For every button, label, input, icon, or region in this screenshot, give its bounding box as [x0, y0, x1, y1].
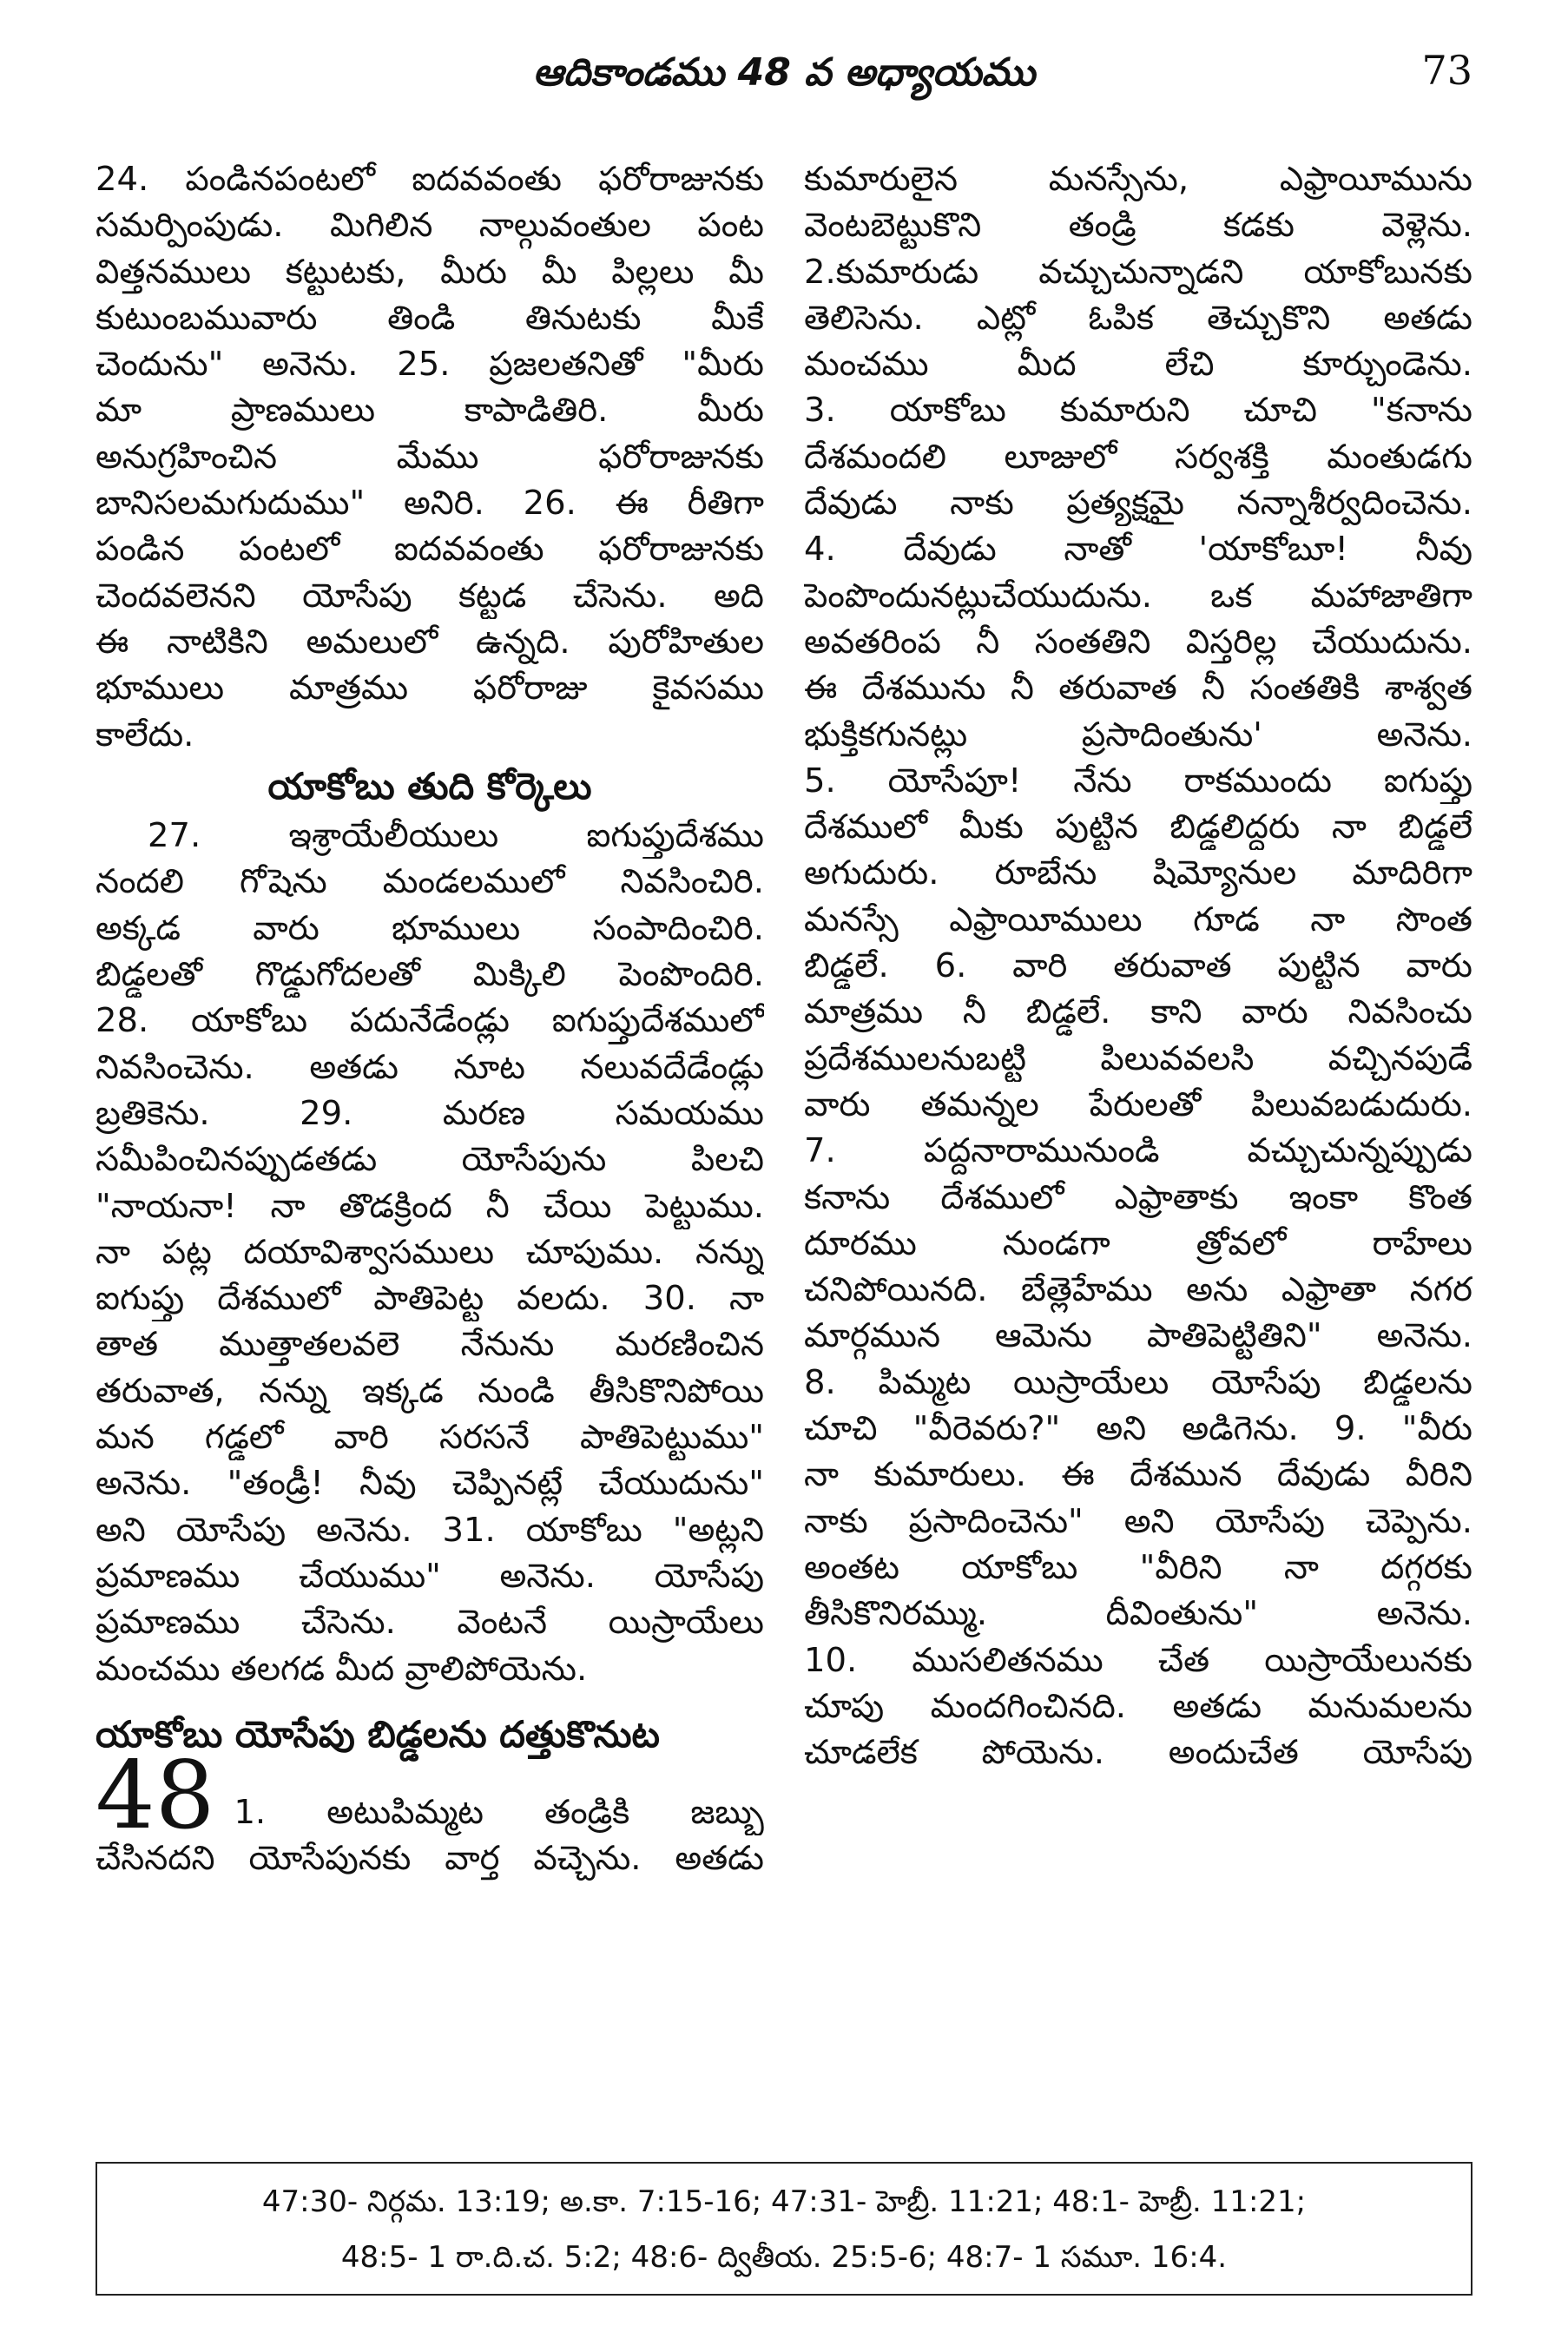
text-line: ఐగుప్తు దేశములో పాతిపెట్ట వలదు. 30. నా: [96, 1279, 764, 1319]
page-header: [96, 35, 1472, 113]
text-line: దేశమందలి లూజులో సర్వశక్తి మంతుడగు: [804, 437, 1472, 477]
text-line: చెందును" అనెను. 25. ప్రజలతనితో "మీరు: [96, 345, 764, 385]
text-line: చెందవలెనని యోసేపు కట్టడ చేసెను. అది: [96, 576, 764, 616]
left-paragraph-2: [96, 813, 764, 1692]
cross-reference-line: 47:30- నిర్గమ. 13:19; అ.కా. 7:15-16; 47:31- హెబ్రీ. 11:21; 48:1- హెబ్రీ. 11:21;: [261, 2184, 1307, 2219]
text-line: మాత్రము నీ బిడ్డలే. కాని వారు నివసించు: [804, 992, 1472, 1032]
text-line: నందలి గోషెను మండలములో నివసించిరి.: [96, 862, 764, 902]
text-line: దేవుడు నాకు ప్రత్యక్షమై నన్నాశీర్వదించెను.: [804, 484, 1472, 524]
text-line: వెంటబెట్టుకొని తండ్రి కడకు వెళ్లెను.: [804, 206, 1472, 246]
text-line: అనుగ్రహించిన మేము ఫరోరాజునకు: [96, 437, 764, 477]
text-line: "నాయనా! నా తొడక్రింద నీ చేయి పెట్టుము.: [96, 1186, 764, 1226]
text-line: విత్తనములు కట్టుటకు, మీరు మీ పిల్లలు మీ: [96, 252, 764, 292]
text-line: నా కుమారులు. ఈ దేశమున దేవుడు వీరిని: [804, 1455, 1472, 1495]
section-heading: యాకోబు తుది కోర్కెలు: [267, 764, 592, 807]
text-line: బ్రతికెను. 29. మరణ సమయము: [96, 1093, 764, 1133]
text-line: చూడలేక పోయెను. అందుచేత యోసేపు: [804, 1733, 1472, 1773]
text-line: ప్రమాణము చేయుము" అనెను. యోసేపు: [96, 1556, 764, 1596]
text-line: సమర్పింపుడు. మిగిలిన నాల్గువంతుల పంట: [96, 206, 764, 246]
text-line: చేసినదని యోసేపునకు వార్త వచ్చెను. అతడు: [96, 1839, 764, 1879]
text-line: తాత ముత్తాతలవలె నేనును మరణించిన: [96, 1325, 764, 1365]
text-line: 4. దేవుడు నాతో 'యాకోబూ! నీవు: [804, 530, 1472, 570]
text-line: అగుదురు. రూబేను షిమ్యోనుల మాదిరిగా: [804, 853, 1472, 893]
text-line: 7. పద్దనారామునుండి వచ్చుచున్నప్పుడు: [804, 1131, 1472, 1171]
text-line: తెలిసెను. ఎట్లో ఓపిక తెచ్చుకొని అతడు: [804, 298, 1472, 338]
text-line: మంచము తలగడ మీద వ్రాలిపోయెను.: [96, 1649, 588, 1689]
text-line: అంతట యాకోబు "వీరిని నా దగ్గరకు: [804, 1547, 1472, 1587]
text-line: మనస్సే ఎఫ్రాయీములు గూడ నా సొంత: [804, 899, 1472, 939]
text-line: అవతరింప నీ సంతతిని విస్తరిల్ల చేయుదును.: [804, 622, 1472, 662]
text-line: 3. యాకోబు కుమారుని చూచి "కనాను: [804, 391, 1472, 431]
text-line: ప్రదేశములనుబట్టి పిలువవలసి వచ్చినపుడే: [804, 1038, 1472, 1078]
text-line: మా ప్రాణములు కాపాడితిరి. మీరు: [96, 391, 764, 431]
text-line: పెంపొందునట్లుచేయుదును. ఒక మహాజాతిగా: [804, 576, 1472, 616]
text-line: నివసించెను. అతడు నూట నలువదేడేండ్లు: [96, 1047, 764, 1087]
cross-reference-line: 48:5- 1 రా.ది.చ. 5:2; 48:6- ద్వితీయ. 25:5-6; 48:7- 1 సమూ. 16:4.: [340, 2240, 1228, 2275]
chapter-start: [96, 1742, 764, 1851]
text-line: అని యోసేపు అనెను. 31. యాకోబు "అట్లని: [96, 1510, 764, 1550]
text-line: చూచి "వీరెవరు?" అని అడిగెను. 9. "వీరు: [804, 1409, 1472, 1449]
text-line: 27. ఇశ్రాయేలీయులు ఐగుప్తుదేశము: [148, 816, 764, 856]
text-line: 8. పిమ్మట యిస్రాయేలు యోసేపు బిడ్డలను: [804, 1362, 1472, 1402]
chapter-number: 48: [96, 1742, 215, 1851]
text-line: చనిపోయినది. బేత్లెహేము అను ఎఫ్రాతా నగర: [804, 1270, 1472, 1310]
text-line: మార్గమున ఆమెను పాతిపెట్టితిని" అనెను.: [804, 1316, 1472, 1356]
text-line: వారు తమన్నల పేరులతో పిలువబడుదురు.: [804, 1084, 1472, 1124]
page-number: 73: [1421, 47, 1472, 94]
left-column: [96, 156, 764, 1881]
cross-reference-box: [96, 2162, 1472, 2296]
text-line: నా పట్ల దయావిశ్వాసములు చూపుము. నన్ను: [96, 1232, 764, 1272]
text-line: నాకు ప్రసాదించెను" అని యోసేపు చెప్పెను.: [804, 1501, 1472, 1541]
text-line: బిడ్డలతో గొడ్డుగోదలతో మిక్కిలి పెంపొందిరి.: [96, 955, 764, 995]
text-line: భుక్తికగునట్లు ప్రసాదింతును' అనెను.: [804, 715, 1472, 754]
text-line: 10. ముసలితనము చేత యిస్రాయేలునకు: [804, 1640, 1472, 1680]
text-line: ఈ దేశమును నీ తరువాత నీ సంతతికి శాశ్వత: [804, 669, 1472, 708]
text-line: అక్కడ వారు భూములు సంపాదించిరి.: [96, 908, 764, 948]
text-line: బిడ్డలే. 6. వారి తరువాత పుట్టిన వారు: [804, 946, 1472, 986]
text-line: పండిన పంటలో ఐదవవంతు ఫరోరాజునకు: [96, 530, 764, 570]
text-line: 2.కుమారుడు వచ్చుచున్నాడని యాకోబునకు: [804, 252, 1472, 292]
text-line: తరువాత, నన్ను ఇక్కడ నుండి తీసికొనిపోయి: [96, 1371, 764, 1411]
text-line: దూరము నుండగా త్రోవలో రాహేలు: [804, 1223, 1472, 1263]
text-line: భూములు మాత్రము ఫరోరాజు కైవసము: [96, 669, 764, 708]
text-line: చూపు మందగించినది. అతడు మనుమలను: [804, 1686, 1472, 1726]
text-line: అనెను. "తండ్రీ! నీవు చెప్పినట్లే చేయుదును": [96, 1464, 764, 1504]
left-paragraph: [96, 156, 764, 758]
text-line: 28. యాకోబు పదునేడేండ్లు ఐగుప్తుదేశములో: [96, 1001, 764, 1041]
text-line: కుటుంబమువారు తిండి తినుటకు మీకే: [96, 298, 764, 338]
text-line: కనాను దేశములో ఎఫ్రాతాకు ఇంకా కొంత: [804, 1177, 1472, 1217]
text-line: 1. అటుపిమ్మట తండ్రికి జబ్బు: [234, 1792, 764, 1832]
text-line: సమీపించినప్పుడతడు యోసేపును పిలచి: [96, 1140, 764, 1180]
text-line: బానిసలమగుదుము" అనిరి. 26. ఈ రీతిగా: [96, 484, 764, 524]
text-line: తీసికొనిరమ్ము. దీవింతును" అనెను.: [804, 1594, 1472, 1634]
chapter-heading: యాకోబు యోసేపు బిడ్డలను దత్తుకొనుట: [96, 1712, 660, 1756]
text-line: మన గడ్డలో వారి సరసనే పాతిపెట్టుము": [96, 1418, 764, 1458]
text-line: దేశములో మీకు పుట్టిన బిడ్డలిద్దరు నా బిడ్డలే: [804, 807, 1472, 847]
text-line: 5. యోసేపూ! నేను రాకముందు ఐగుప్తు: [804, 761, 1472, 800]
text-line: కాలేదు.: [96, 715, 194, 754]
text-line: కుమారులైన మనస్సేను, ఎఫ్రాయీమును: [804, 160, 1472, 199]
text-line: ఈ నాటికిని అమలులో ఉన్నది. పురోహితుల: [96, 622, 764, 662]
text-line: మంచము మీద లేచి కూర్చుండెను.: [804, 345, 1472, 385]
text-line: 24. పండినపంటలో ఐదవవంతు ఫరోరాజునకు: [96, 160, 764, 199]
text-line: ప్రమాణము చేసెను. వెంటనే యిస్రాయేలు: [96, 1603, 764, 1643]
right-column: [804, 156, 1472, 1776]
running-title: ఆదికాండము 48 వ అధ్యాయము: [532, 50, 1036, 95]
